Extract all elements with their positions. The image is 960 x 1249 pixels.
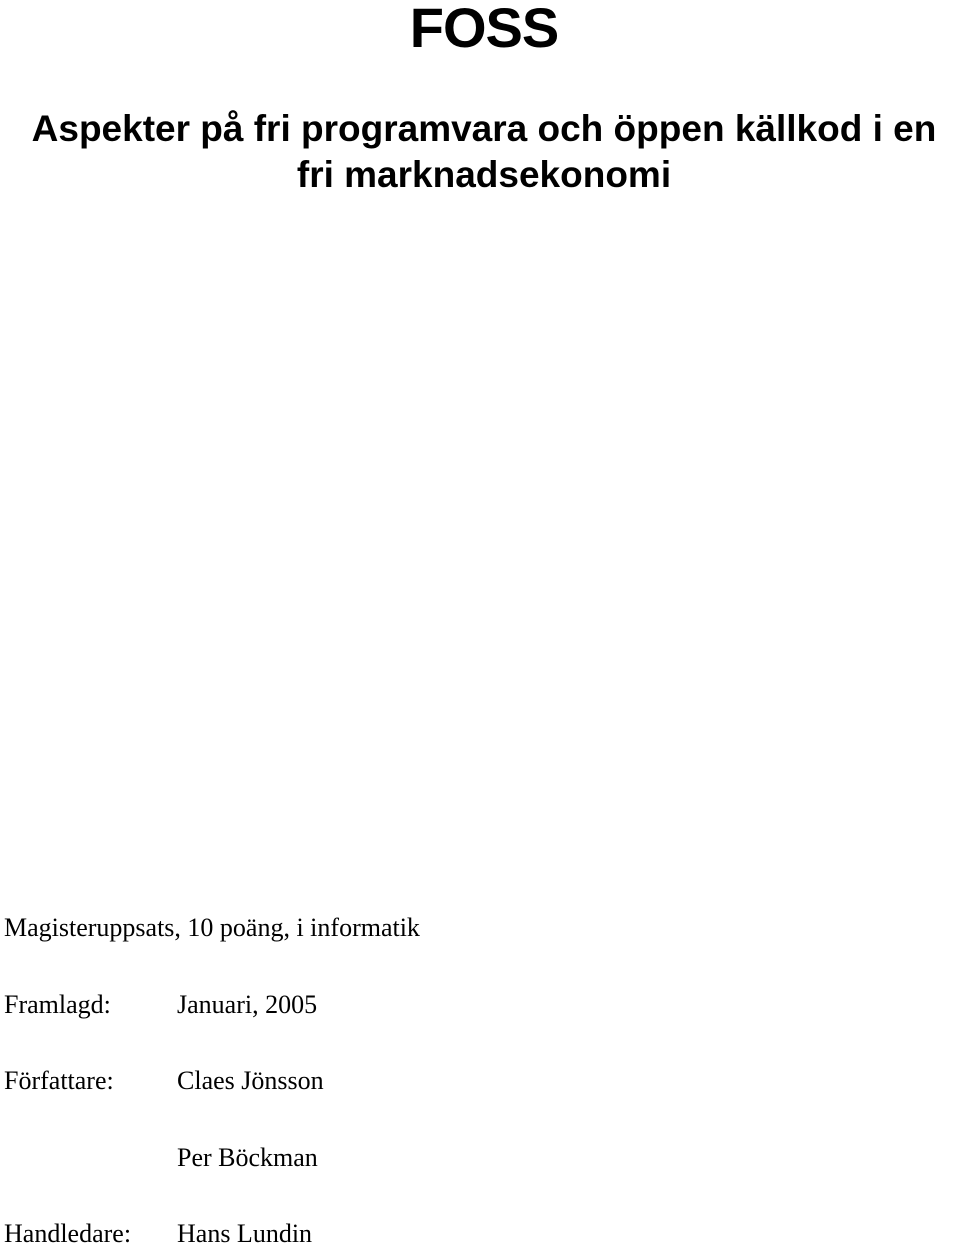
presented-label: Framlagd:: [4, 990, 111, 1019]
supervisor-value: Hans Lundin: [177, 1219, 313, 1248]
thesis-description: Magisteruppsats, 10 poäng, i informatik: [4, 913, 420, 942]
author-2: Per Böckman: [177, 1143, 318, 1172]
author-1: Claes Jönsson: [177, 1066, 324, 1095]
supervisor-label: Handledare:: [4, 1219, 132, 1248]
subtitle-line-1: Aspekter på fri programvara och öppen källkod i en: [31, 108, 937, 149]
authors-label: Författare:: [4, 1066, 114, 1095]
document-subtitle: [0, 106, 960, 198]
document-title: FOSS: [409, 0, 559, 59]
subtitle-line-2: fri marknadsekonomi: [296, 154, 672, 195]
presented-value: Januari, 2005: [177, 990, 318, 1019]
